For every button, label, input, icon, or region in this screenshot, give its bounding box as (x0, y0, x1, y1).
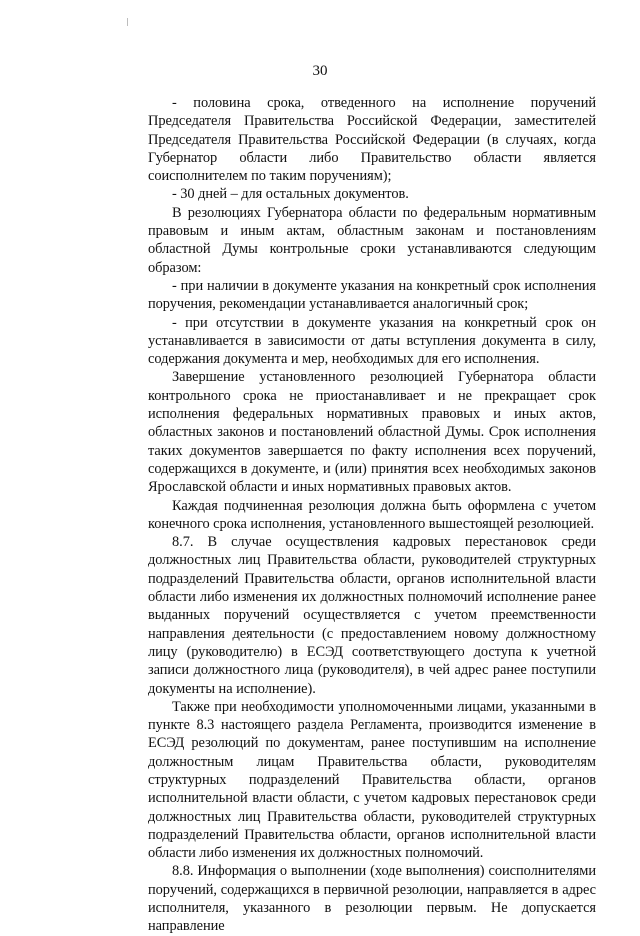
paragraph: - при наличии в документе указания на конкретный срок исполнения поручения, рекомендации устанавливается аналогичный срок; (148, 277, 596, 313)
paragraph: - при отсутствии в документе указания на конкретный срок он устанавливается в зависимости от даты вступления документа в силу, содержания документа и мер, необходимых для его исполнения. (148, 314, 596, 368)
scan-mark (127, 18, 128, 26)
document-body (148, 94, 596, 936)
page-number: 30 (312, 63, 328, 79)
paragraph: 8.8. Информация о выполнении (ходе выполнения) соисполнителями поручений, содержащихся в первичной резолюции, направляется в адрес исполнителя, указанного в резолюции первым. Не допускается направление (148, 863, 596, 935)
paragraph: - половина срока, отведенного на исполнение поручений Председателя Правительства Российской Федерации, заместителей Председателя Правительства Российской Федерации (в случаях, когда Губернатор области либо Правительство области является соисполнителем по таким поручениям); (148, 95, 596, 185)
paragraph: Также при необходимости уполномоченными лицами, указанными в пункте 8.3 настоящего раздела Регламента, производится изменение в ЕСЭД резолюций по документам, ранее поступившим на исполнение должностным лицам Правительства области, руководителям структурных подразделений Правительства области, органов исполнительной власти области, с учетом кадровых перестановок среди должностных лиц Правительства области, руководителей структурных подразделений Правительства области, органов исполнительной власти области либо изменения их должностных полномочий. (148, 698, 596, 862)
paragraph: 8.7. В случае осуществления кадровых перестановок среди должностных лиц Правительства области, руководителей структурных подразделений Правительства области, органов исполнительной власти области либо изменения их должностных полномочий исполнение ранее выданных поручений осуществляется с учетом преемственности направления деятельности (с предоставлением новому должностному лицу (руководителю) в ЕСЭД соответствующего доступа к учетной записи должностного лица (руководителя), в чей адрес ранее поступили документы на исполнение). (148, 534, 596, 697)
paragraph: В резолюциях Губернатора области по федеральным нормативным правовым и иным актам, областным законам и постановлениям областной Думы контрольные сроки устанавливаются следующим образом: (148, 204, 596, 276)
paragraph: Завершение установленного резолюцией Губернатора области контрольного срока не приостанавливает и не прекращает срок исполнения федеральных нормативных правовых и иных актов, областных законов и постановлений областной Думы. Срок исполнения таких документов завершается по факту исполнения всех поручений, содержащихся в документе, и (или) принятия всех необходимых законов Ярославской области и иных нормативных правовых актов. (148, 369, 596, 496)
paragraph: Каждая подчиненная резолюция должна быть оформлена с учетом конечного срока исполнения, установленного вышестоящей резолюцией. (148, 497, 596, 532)
paragraph: - 30 дней – для остальных документов. (172, 186, 409, 203)
